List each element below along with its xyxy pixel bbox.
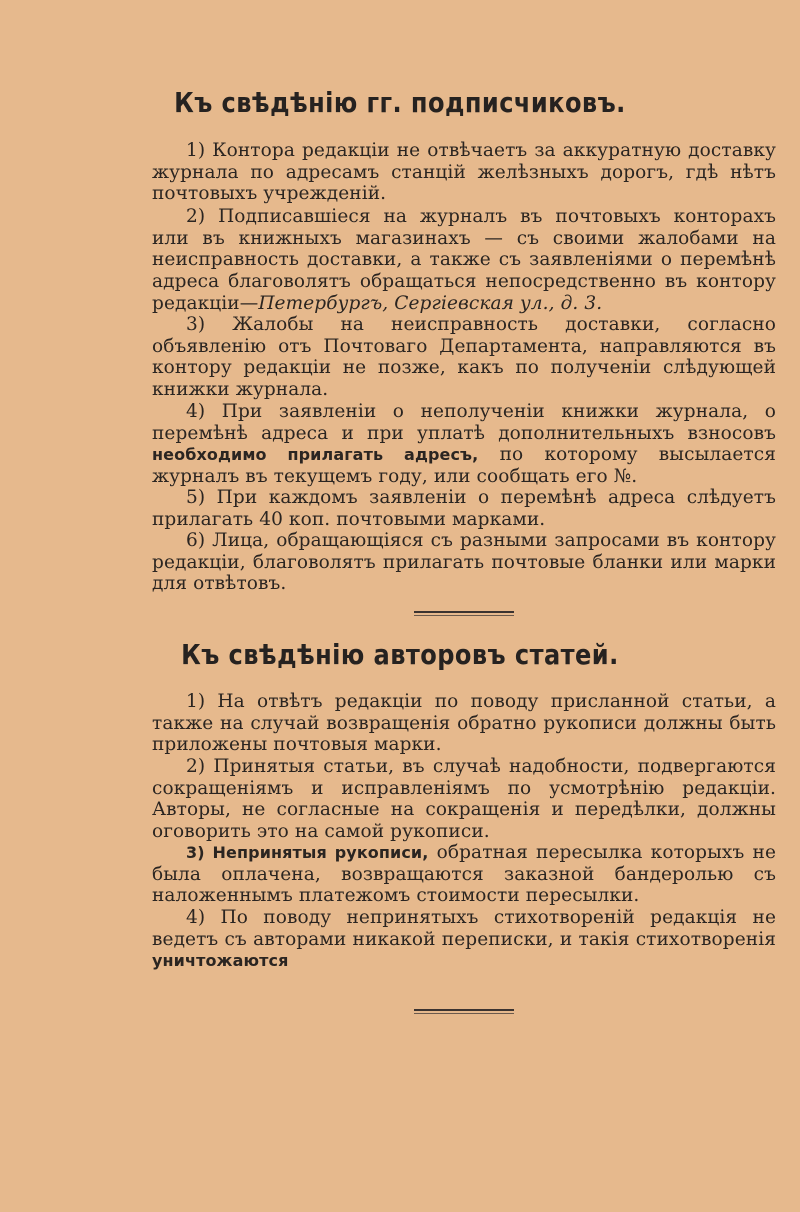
authors-notice-heading: Къ свѣдѣнію авторовъ статей. xyxy=(181,638,619,671)
subscribers-notice-heading: Къ свѣдѣнію гг. подписчиковъ. xyxy=(174,86,626,119)
item-4-emphasis: уничтожаются xyxy=(152,951,289,971)
authors-notice-item-1: 1) На отвѣтъ редакціи по поводу присланной статьи, а также на случай возвращенія обратно рукописи должны быть приложены почтовыя марки. xyxy=(152,691,776,756)
subscribers-notice-item-5: 5) При каждомъ заявленіи о перемѣнѣ адреса слѣдуетъ прилагать 40 коп. почтовыми марками. xyxy=(152,487,776,530)
item-3-emphasis: 3) Непринятыя рукописи, xyxy=(186,843,429,862)
subscribers-notice-item-3: 3) Жалобы на неисправность доставки, согласно объявленію отъ Почтоваго Департамента, направляются въ контору редакціи не позже, какъ по полученіи слѣдующей книжки журнала. xyxy=(152,314,776,401)
editorial-office-address: Петербургъ, Сергіевская ул., д. 3. xyxy=(258,292,603,314)
subscribers-notice-item-2 xyxy=(152,206,776,315)
end-divider xyxy=(414,1009,514,1011)
item-3-text: обратная пересылка которыхъ не была оплачена, возвращаются заказной бандеролью съ наложеннымъ платежомъ стоимости пересылки. xyxy=(152,842,776,907)
authors-notice-item-3 xyxy=(152,842,776,907)
authors-notice-item-4 xyxy=(152,907,776,972)
subscribers-notice-item-1: 1) Контора редакціи не отвѣчаетъ за аккуратную доставку журнала по адресамъ станцій желѣзныхъ дорогъ, гдѣ нѣтъ почтовыхъ учрежденій. xyxy=(152,140,776,205)
subscribers-notice-item-6: 6) Лица, обращающіяся съ разными запросами въ контору редакціи, благоволятъ прилагать почтовые бланки или марки для отвѣтовъ. xyxy=(152,530,776,595)
authors-notice-item-2: 2) Принятыя статьи, въ случаѣ надобности, подвергаются сокращеніямъ и исправленіямъ по усмотрѣнію редакціи. Авторы, не согласные на сокращенія и передѣлки, должны оговорить это на самой рукописи. xyxy=(152,756,776,843)
section-divider xyxy=(414,611,514,613)
item-4-text-b: по которому высылается журналъ въ текущемъ году, или сообщать его №. xyxy=(152,444,777,488)
item-4-text-a: 4) При заявленіи о неполученіи книжки журнала, о перемѣнѣ адреса и при уплатѣ дополнительныхъ взносовъ xyxy=(152,401,776,444)
subscribers-notice-item-4 xyxy=(152,401,776,488)
item-2-text: 2) Подписавшiеся на журналъ въ почтовыхъ конторахъ или въ книжныхъ магазинахъ — съ своими жалобами на неисправность доставки, а также съ заявленіями о перемѣнѣ адреса благоволятъ обращаться непосредственно въ контору редакціи— xyxy=(152,206,776,314)
item-4-emphasis: необходимо прилагать адресъ, xyxy=(152,445,479,465)
item-4-text: 4) По поводу непринятыхъ стихотвореній редакція не ведетъ съ авторами никакой переписки, и такія стихотворенія xyxy=(152,907,776,950)
